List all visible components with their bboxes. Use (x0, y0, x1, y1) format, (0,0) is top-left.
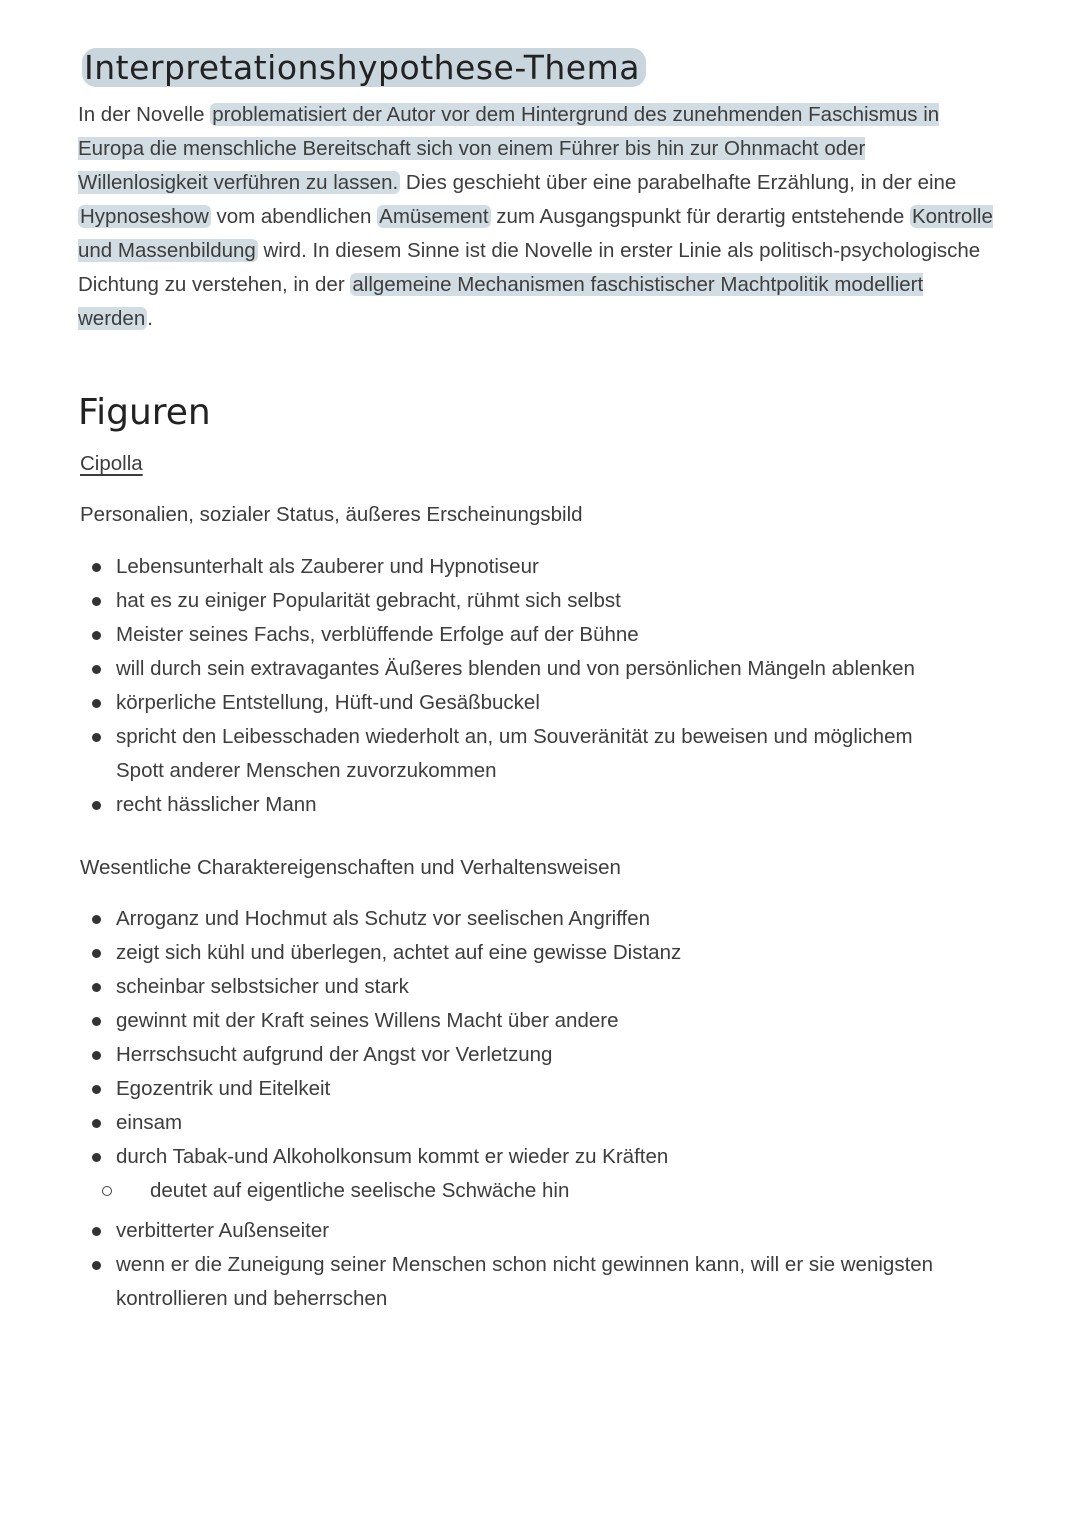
list-item-text: durch Tabak-und Alkoholkonsum kommt er wieder zu Kräften (116, 1145, 669, 1168)
character-traits-list (80, 902, 960, 1316)
paragraph-text: In der Novelle (78, 103, 211, 126)
list-item-text: zeigt sich kühl und überlegen, achtet auf eine gewisse Distanz (116, 941, 682, 964)
list-item (80, 1072, 960, 1106)
appearance-list (80, 550, 960, 822)
list-item: will durch sein extravagantes Äußeres blenden und von persönlichen Mängeln ablenken (80, 652, 960, 686)
list-item: recht hässlicher Mann (80, 788, 960, 822)
list-item: Lebensunterhalt als Zauberer und Hypnotiseur (80, 550, 960, 584)
list-item-text: Herrschsucht aufgrund der Angst vor Verletzung (116, 1043, 553, 1066)
list-item: Meister seines Fachs, verblüffende Erfolge auf der Bühne (80, 618, 960, 652)
hypothesis-paragraph (78, 98, 998, 336)
sub-list-item: deutet auf eigentliche seelische Schwäche hin (80, 1174, 960, 1208)
highlighted-text: problematisiert der Autor vor dem Hintergrund des zunehmenden Faschismus in Europa die menschliche Bereitschaft sich von einem Führer bis hin zur Ohnmacht oder Willenlosigkeit verführen zu lassen. (78, 103, 940, 194)
list-item-text: Arroganz und Hochmut als Schutz vor seelischen Angriffen (116, 907, 651, 930)
list-item (80, 936, 960, 970)
list-item (80, 902, 960, 936)
paragraph-text: zum Ausgangspunkt für derartig entstehende (490, 205, 910, 228)
highlighted-text: Hypnoseshow (80, 205, 209, 228)
page-title-text: Interpretationshypothese-Thema (82, 48, 646, 87)
paragraph-text: . (147, 307, 153, 330)
paragraph-text: Dies geschieht über eine parabelhafte Erzählung, in der eine (400, 171, 957, 194)
list-item-text: Egozentrik und Eitelkeit (116, 1077, 331, 1100)
list-item (80, 1214, 960, 1248)
appearance-heading: Personalien, sozialer Status, äußeres Erscheinungsbild (80, 503, 583, 526)
list-item-text: scheinbar selbstsicher und stark (116, 975, 409, 998)
sub-list (80, 1174, 960, 1208)
character-traits-heading: Wesentliche Charaktereigenschaften und Verhaltensweisen (80, 856, 621, 879)
section-heading-figuren: Figuren (78, 392, 211, 433)
list-item (80, 1140, 960, 1174)
list-item: körperliche Entstellung, Hüft-und Gesäßbuckel (80, 686, 960, 720)
list-item-text: einsam (116, 1111, 183, 1134)
paragraph-text: vom abendlichen (210, 205, 378, 228)
list-item (80, 970, 960, 1004)
character-name: Cipolla (80, 452, 143, 475)
list-item (80, 1248, 960, 1316)
list-item: spricht den Leibesschaden wiederholt an, um Souveränität zu beweisen und möglichem Spott anderer Menschen zuvorzukommen (80, 720, 960, 788)
list-item (80, 1004, 960, 1038)
list-item: hat es zu einiger Popularität gebracht, rühmt sich selbst (80, 584, 960, 618)
list-item-text: gewinnt mit der Kraft seines Willens Macht über andere (116, 1009, 619, 1032)
list-item-text: verbitterter Außenseiter (116, 1219, 330, 1242)
highlighted-text: Amüsement (379, 205, 489, 228)
highlighted-text: allgemeine Mechanismen faschistischer Machtpolitik modelliert werden (78, 273, 924, 330)
page-title (78, 44, 650, 92)
paragraph-text: wird. In diesem Sinne ist die Novelle in erster Linie als politisch-psychologische Dichtung zu verstehen, in der (78, 239, 981, 296)
list-item (80, 1038, 960, 1072)
highlighted-text: Kontrolle und Massenbildung (78, 205, 993, 262)
list-item (80, 1106, 960, 1140)
list-item-text: wenn er die Zuneigung seiner Menschen schon nicht gewinnen kann, will er sie wenigsten kontrollieren und beherrschen (116, 1253, 934, 1310)
